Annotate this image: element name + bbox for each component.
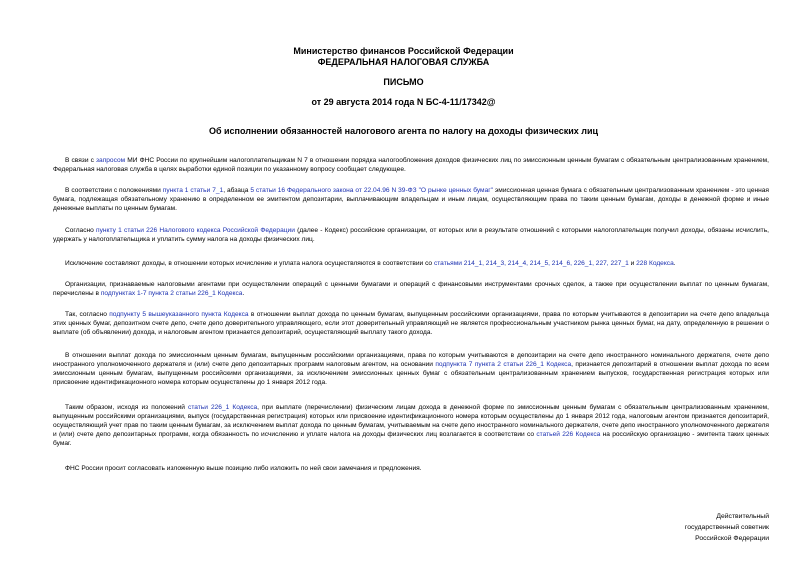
text: МИ ФНС России по крупнейшим налогоплательщикам N 7 в отношении порядка налогообложения доходов физических лиц по эмиссионным ценным бумагам с обязательным централизованным хранением, Федеральная налоговая служба в целях выработки единой позиции по указанному вопросу сообщает следующее.	[53, 157, 769, 174]
text: Таким образом, исходя из положений	[65, 404, 189, 411]
text: в отношении выплат дохода по ценным бумагам, выпущенным российскими организациями, права по которым учитываются в депозитарии на счете депо владельца этих ценных бумаг, депозитном счете депо, счете депо доверительного управляющего, если этот доверительный управляющий не является профессиональным участником рынка ценных бумаг, на дату, определенную в решении о выплате (об объявлении) дохода, и налоговым агентом признается депозитарий, осуществляющий выплату такого дохода.	[53, 311, 769, 337]
document-subject: Об исполнении обязанностей налогового агента по налогу на доходы физических лиц	[208, 126, 599, 136]
paragraph-9	[53, 464, 769, 473]
text: В соответствии с положениями	[65, 187, 163, 194]
document-type: ПИСЬМО	[383, 77, 424, 87]
paragraph-2	[53, 186, 769, 213]
link-subparagraph-5[interactable]: подпункту 5 вышеуказанного пункта Кодекса	[109, 311, 249, 318]
text: , абзаца	[223, 187, 251, 194]
text: .	[673, 260, 676, 267]
signature-line-2: государственный советник	[684, 524, 769, 531]
text: .	[242, 290, 245, 298]
paragraph-1	[53, 156, 769, 174]
text: Так, согласно	[65, 311, 110, 318]
document-date-number: от 29 августа 2014 года N БС-4-11/17342@	[311, 97, 496, 107]
paragraph-7	[53, 351, 769, 387]
signature-line-3: Российской Федерации	[695, 535, 769, 542]
text: на российскую организацию - эмитента таких ценных бумаг.	[53, 431, 769, 448]
signature-block	[659, 511, 769, 544]
text: В связи с	[65, 157, 96, 164]
service-title: ФЕДЕРАЛЬНАЯ НАЛОГОВАЯ СЛУЖБА	[317, 57, 490, 67]
link-article-226-1[interactable]: статьи 226_1 Кодекса	[188, 404, 258, 411]
text: и	[628, 260, 637, 267]
paragraph-6	[53, 310, 769, 337]
text: Исключение составляют доходы, в отношении которых исчисление и уплата налога осуществляются в соответствии со	[65, 260, 434, 267]
signature-line-1: Действительный	[716, 513, 769, 520]
link-articles-214[interactable]: статьями 214_1, 214_3, 214_4, 214_5, 214_6, 226_1, 227, 227_1	[433, 260, 629, 267]
text: (далее - Кодекс) российские организации, от которых или в результате отношений с которыми налогоплательщик получил доходы, обязаны исчислить, удержать у налогоплательщика и уплатить сумму налога на доходы физических лиц.	[53, 227, 769, 244]
link-federal-law-39[interactable]: 5 статьи 16 Федерального закона от 22.04.96 N 39-ФЗ "О рынке ценных бумаг"	[250, 187, 493, 194]
link-article-226[interactable]: статьей 226 Кодекса	[536, 431, 601, 439]
link-article-228[interactable]: 228 Кодекса	[636, 260, 674, 267]
paragraph-3	[53, 226, 769, 244]
text: Организации, признаваемые налоговыми агентами при осуществлении операций с ценными бумагами и операций с финансовыми инструментами срочных сделок, а также при осуществлении выплат по ценным бумагам, перечислены в	[53, 281, 769, 298]
text: В отношении выплат дохода по эмиссионным ценным бумагам, выпущенным российскими организациями, права по которым учитываются в депозитарии на счете депо иностранного номинального держателя, счете депо иностранного уполномоченного держателя и (или) счете депо депозитарных программ налоговым агентом, на основании	[53, 352, 769, 369]
text: Согласно	[65, 227, 97, 234]
link-subparagraphs-1-7[interactable]: подпунктах 1-7 пункта 2 статьи 226_1 Кодекса	[100, 290, 243, 298]
text: эмиссионная ценная бумага с обязательным централизованным хранением - это ценная бумага, подлежащая обязательному хранению в определенном ее эмитентом депозитарии, выплачивающим владельцам и иным лицам, осуществляющим права по таким ценным бумагам, доходы в денежной форме и иные денежные выплаты по ценным бумагам.	[53, 187, 770, 213]
text: , признается депозитарий в отношении выплат дохода по всем эмиссионным ценным бумагам, выпущенным российскими организациями, за исключением эмиссионных ценных бумаг с обязательным централизованным хранением выпусков, государственная регистрация которых или присвоение идентификационного номера которым осуществлены до 1 января 2012 года.	[53, 361, 770, 387]
paragraph-5	[53, 280, 769, 298]
link-article-7-1[interactable]: пункта 1 статьи 7_1	[162, 187, 224, 194]
link-tax-code-226[interactable]: пункту 1 статьи 226 Налогового кодекса Российской Федерации	[96, 227, 295, 234]
link-subparagraph-7[interactable]: подпункта 7 пункта 2 статьи 226_1 Кодекса	[435, 361, 572, 369]
text: , при выплате (перечислении) физическим лицам дохода в денежной форме по эмиссионным ценным бумагам с обязательным централизованным хранением, выпущенным российскими организациями, выпуск (государственная регистрация) которых или присвоение идентификационного номера которым осуществлены до 1 января 2012 года, налоговым агентом признается депозитарий, осуществляющий учет прав по таким ценным бумагам, за исключением выплат дохода по ценным бумагам, учитываемым на счете депо иностранного номинального держателя, счете депо иностранного уполномоченного держателя и (или) счете депо депозитарных программ, когда обязанность по исчислению и уплате налога на доходы физических лиц возлагается в соответствии со	[53, 404, 769, 439]
link-request[interactable]: запросом	[96, 157, 126, 164]
paragraph-8	[53, 403, 769, 448]
paragraph-4	[53, 259, 769, 268]
ministry-title: Министерство финансов Российской Федерации	[293, 46, 514, 56]
text: ФНС России просит согласовать изложенную выше позицию либо изложить по ней свои замечания и предложения.	[65, 465, 422, 472]
